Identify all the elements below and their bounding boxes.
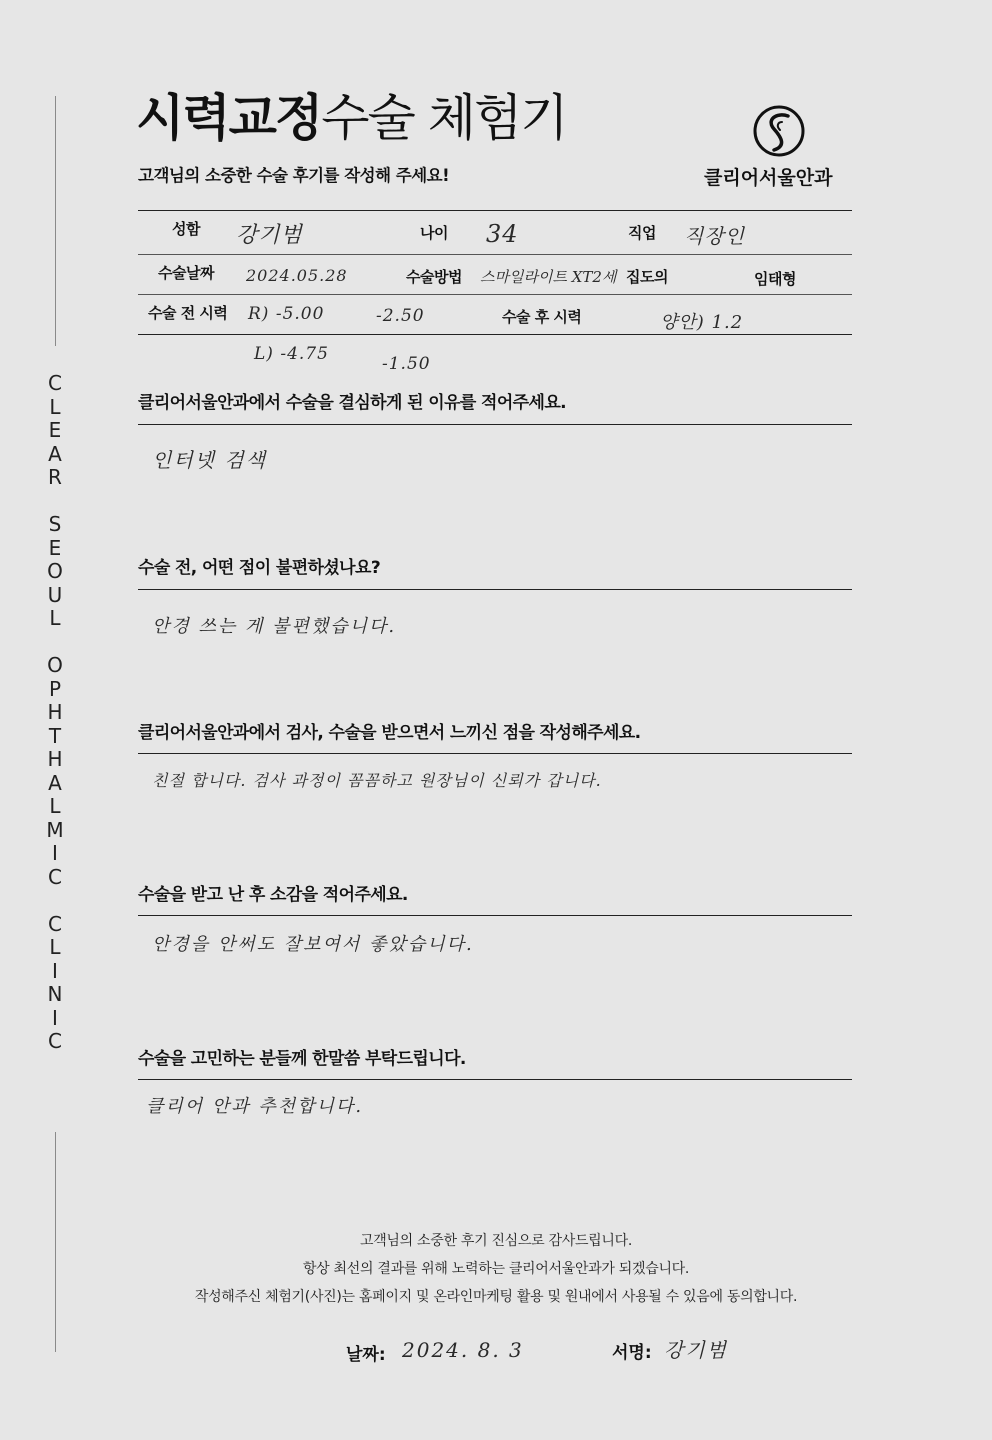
pre-op-left-value: L) -4.75 — [254, 344, 329, 364]
post-op-vision-value: 양안) 1.2 — [660, 312, 744, 333]
date-sign-value: 2024. 8. 3 — [402, 1338, 524, 1362]
method-value: 스마일라이트 XT2세 — [480, 268, 617, 286]
doctor-value: 임태형 — [754, 270, 796, 288]
question-1-rule — [138, 424, 852, 425]
answer-5: 클리어 안과 추천합니다. — [146, 1096, 364, 1117]
form-top-rule — [138, 210, 852, 211]
name-label: 성함 — [172, 220, 200, 238]
question-2-rule — [138, 589, 852, 590]
footer-line-2: 항상 최선의 결과를 위해 노력하는 클리어서울안과가 되겠습니다. — [302, 1261, 690, 1277]
pre-op-right-cyl: -2.50 — [376, 306, 425, 326]
doctor-label: 집도의 — [626, 268, 668, 286]
question-5-rule — [138, 1079, 852, 1080]
footer-line-1: 고객님의 소중한 후기 진심으로 감사드립니다. — [359, 1233, 632, 1249]
question-4-rule — [138, 915, 852, 916]
date-value: 2024.05.28 — [246, 266, 348, 285]
pre-op-left-cyl: -1.50 — [382, 354, 431, 374]
job-value: 직장인 — [684, 224, 745, 248]
age-value: 34 — [486, 220, 519, 248]
form-rule-1 — [138, 254, 852, 255]
form-rule-2 — [138, 294, 852, 295]
question-3-rule — [138, 753, 852, 754]
question-5: 수술을 고민하는 분들께 한말씀 부탁드립니다. — [138, 1049, 466, 1069]
answer-1: 인터넷 검색 — [152, 448, 267, 472]
side-vertical-text: C L E A R S E O U L O P H T H A L M I C C L I N I C — [46, 371, 64, 1053]
pre-op-right-value: R) -5.00 — [248, 304, 325, 324]
footer-line-3: 작성해주신 체험기(사진)는 홈페이지 및 온라인마케팅 활용 및 원내에서 사용될 수 있음에 동의합니다. — [194, 1289, 798, 1305]
answer-4: 안경을 안써도 잘보여서 좋았습니다. — [152, 934, 474, 955]
question-4: 수술을 받고 난 후 소감을 적어주세요. — [138, 885, 408, 905]
clinic-logo-icon — [752, 102, 806, 160]
page-subtitle: 고객님의 소중한 수술 후기를 작성해 주세요! — [138, 166, 450, 185]
signature-value: 강기범 — [664, 1338, 728, 1362]
question-3: 클리어서울안과에서 검사, 수술을 받으면서 느끼신 점을 작성해주세요. — [138, 723, 641, 743]
job-label: 직업 — [628, 224, 656, 242]
title-light: 수술 체험기 — [321, 89, 567, 147]
clinic-brand-name: 클리어서울안과 — [704, 167, 833, 189]
answer-2: 안경 쓰는 게 불편했습니다. — [152, 616, 397, 637]
post-op-vision-label: 수술 후 시력 — [502, 308, 582, 326]
page-title — [136, 78, 567, 150]
form-rule-3 — [138, 334, 852, 335]
question-2: 수술 전, 어떤 점이 불편하셨나요? — [138, 558, 381, 578]
signature-label: 서명: — [612, 1343, 652, 1363]
name-value: 강기범 — [236, 223, 303, 248]
left-margin-line-top — [55, 96, 56, 346]
title-bold: 시력교정 — [136, 89, 322, 147]
age-label: 나이 — [420, 224, 448, 242]
date-sign-label: 날짜: — [346, 1345, 386, 1365]
date-label: 수술날짜 — [158, 264, 214, 282]
question-1: 클리어서울안과에서 수술을 결심하게 된 이유를 적어주세요. — [138, 393, 566, 413]
method-label: 수술방법 — [406, 268, 462, 286]
answer-3: 친절 합니다. 검사 과정이 꼼꼼하고 원장님이 신뢰가 갑니다. — [152, 771, 602, 790]
pre-op-vision-label: 수술 전 시력 — [148, 304, 228, 322]
